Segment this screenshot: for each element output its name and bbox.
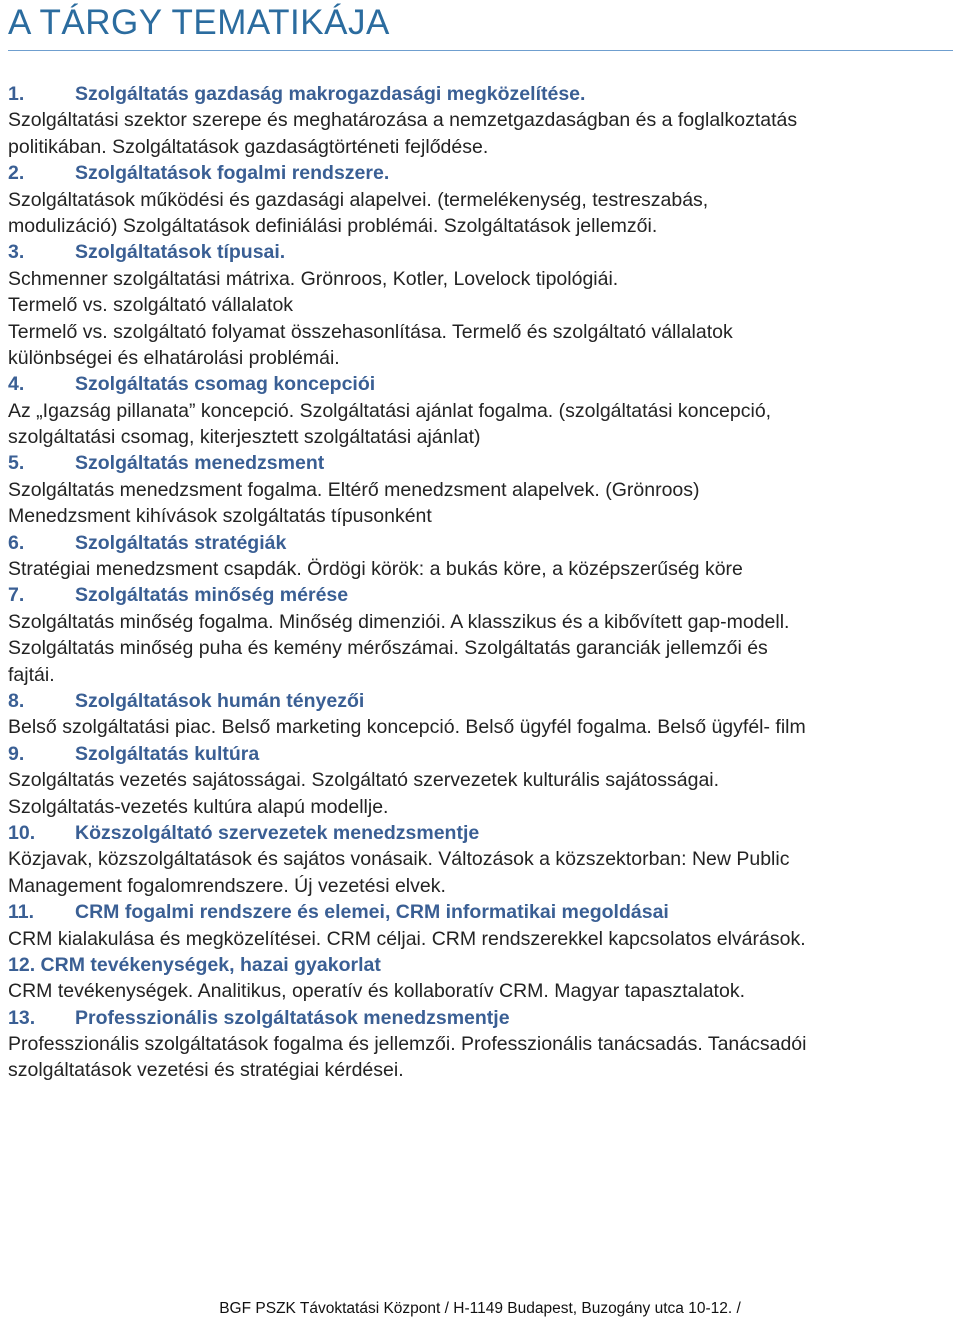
syllabus-content (8, 81, 956, 1084)
section-number: 11. (8, 901, 35, 924)
body-text-line: különbségei és elhatárolási problémái. (8, 346, 340, 369)
body-text-line: Management fogalomrendszere. Új vezetési elvek. (8, 874, 446, 897)
body-text-line: Szolgáltatási szektor szerepe és meghatározása a nemzetgazdaságban és a foglalkoztatás (8, 109, 798, 132)
section-number: 1. (8, 83, 25, 105)
body-text-line: Termelő vs. szolgáltató vállalatok (8, 294, 294, 317)
page-title: A TÁRGY TEMATIKÁJA (8, 3, 390, 42)
section-heading: 12. CRM tevékenységek, hazai gyakorlat (8, 953, 381, 976)
body-text-line: Szolgáltatás vezetés sajátosságai. Szolgáltató szervezetek kulturális sajátosságai. (8, 769, 720, 792)
section-heading (8, 741, 956, 767)
section-title: Professzionális szolgáltatások menedzsmentje (75, 1006, 510, 1029)
section-heading (8, 239, 956, 265)
section-heading (8, 371, 956, 397)
section-number: 13. (8, 1006, 36, 1029)
section-title: Közszolgáltató szervezetek menedzsmentje (75, 821, 480, 844)
body-text-line: Schmenner szolgáltatási mátrixa. Grönroos, Kotler, Lovelock tipológiái. (8, 267, 619, 290)
section-title: Szolgáltatás menedzsment (75, 452, 325, 475)
body-text-line: Menedzsment kihívások szolgáltatás típusonként (8, 505, 432, 528)
body-text-line: fajtái. (8, 663, 55, 686)
body-text-line: Szolgáltatás menedzsment fogalma. Eltérő menedzsment alapelvek. (Grönroos) (8, 478, 700, 501)
section-number: 5. (8, 452, 25, 475)
section-title: Szolgáltatás gazdaság makrogazdasági megközelítése. (75, 83, 586, 105)
body-text-line: Az „Igazság pillanata” koncepció. Szolgáltatási ajánlat fogalma. (szolgáltatási koncepció, (8, 399, 772, 422)
body-text-line: szolgáltatási csomag, kiterjesztett szolgáltatási ajánlat) (8, 426, 481, 449)
section-number: 4. (8, 373, 25, 396)
body-text-line: Szolgáltatás minőség puha és kemény mérőszámai. Szolgáltatás garanciák jellemzői és (8, 637, 768, 660)
section-number: 10. (8, 821, 36, 844)
body-text-line: CRM kialakulása és megközelítései. CRM céljai. CRM rendszerekkel kapcsolatos elvárások. (8, 927, 806, 950)
section-number: 6. (8, 531, 25, 554)
body-text-line: politikában. Szolgáltatások gazdaságtörténeti fejlődése. (8, 135, 489, 158)
section-title: Szolgáltatások típusai. (75, 241, 286, 264)
body-text-line: Szolgáltatás minőség fogalma. Minőség dimenziói. A klasszikus és a kibővített gap-modell. (8, 610, 790, 633)
section-heading (8, 160, 956, 186)
section-title: Szolgáltatás kultúra (75, 742, 260, 765)
body-text-line: Termelő vs. szolgáltató folyamat összehasonlítása. Termelő és szolgáltató vállalatok (8, 320, 733, 343)
body-text-line: Közjavak, közszolgáltatások és sajátos vonásaik. Változások a közszektorban: New Public (8, 848, 790, 871)
page-footer: BGF PSZK Távoktatási Központ / H-1149 Budapest, Buzogány utca 10-12. / (219, 1300, 741, 1317)
section-title: Szolgáltatás minőség mérése (75, 584, 349, 607)
section-number: 2. (8, 162, 25, 185)
section-heading (8, 450, 956, 476)
title-underline (8, 50, 953, 51)
section-number: 3. (8, 241, 25, 264)
section-title: Szolgáltatás csomag koncepciói (75, 373, 376, 396)
body-text-line: Belső szolgáltatási piac. Belső marketing koncepció. Belső ügyfél fogalma. Belső ügyfél- film (8, 716, 806, 739)
section-heading (8, 688, 956, 714)
section-heading (8, 582, 956, 608)
body-text-line: Stratégiai menedzsment csapdák. Ördögi körök: a bukás köre, a középszerűség köre (8, 558, 743, 581)
section-title: Szolgáltatások fogalmi rendszere. (75, 162, 390, 185)
section-number: 8. (8, 689, 25, 712)
section-heading (8, 820, 956, 846)
body-text-line: szolgáltatások vezetési és stratégiai kérdései. (8, 1059, 404, 1082)
body-text-line: Szolgáltatás-vezetés kultúra alapú modellje. (8, 795, 389, 818)
body-text-line: CRM tevékenységek. Analitikus, operatív és kollaboratív CRM. Magyar tapasztalatok. (8, 980, 745, 1003)
body-text-line: Szolgáltatások működési és gazdasági alapelvei. (termelékenység, testreszabás, (8, 188, 709, 211)
body-text-line: Professzionális szolgáltatások fogalma és jellemzői. Professzionális tanácsadás. Tanácsadói (8, 1033, 807, 1056)
section-title: Szolgáltatás stratégiák (75, 531, 287, 554)
section-heading (8, 530, 956, 556)
body-text-line: modulizáció) Szolgáltatások definiálási problémái. Szolgáltatások jellemzői. (8, 214, 658, 237)
section-heading (8, 899, 956, 925)
section-number: 7. (8, 584, 25, 607)
section-title: CRM fogalmi rendszere és elemei, CRM informatikai megoldásai (75, 901, 669, 924)
section-number: 9. (8, 742, 25, 765)
section-heading (8, 81, 956, 107)
section-heading (8, 1005, 956, 1031)
section-title: Szolgáltatások humán tényezői (75, 689, 365, 712)
